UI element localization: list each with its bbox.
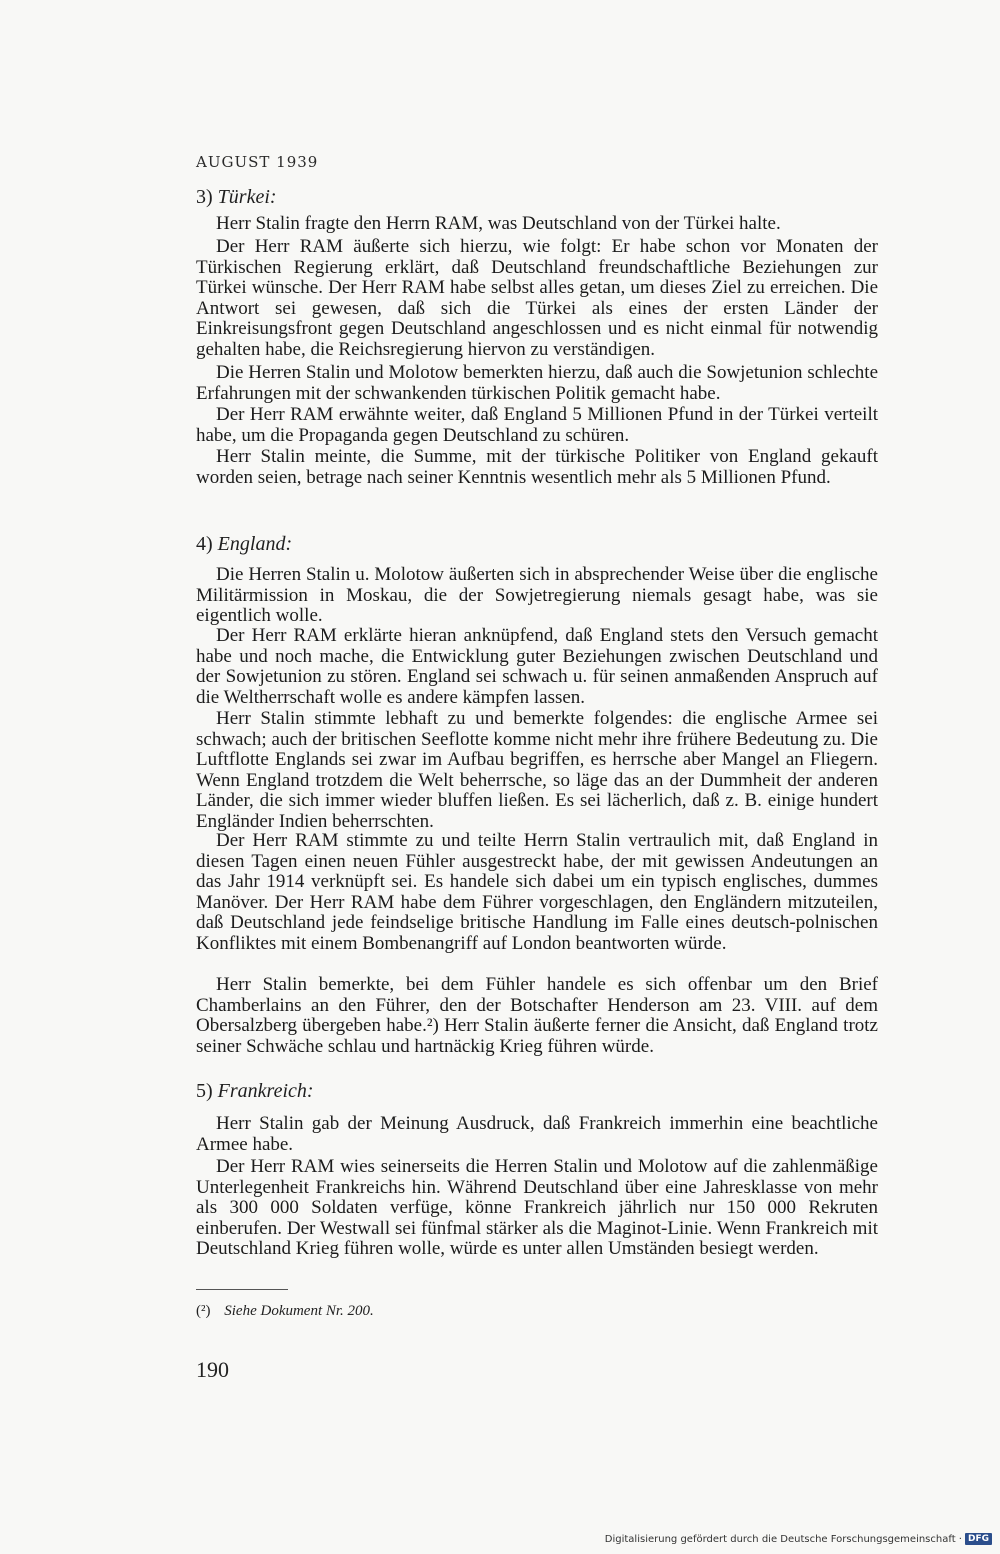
section-title: England: (217, 533, 293, 555)
paragraph: Die Herren Stalin und Molotow bemerkten hierzu, daß auch die Sowjetunion schlechte Erfahrungen mit der schwankenden türkischen Politik gemacht habe. (196, 362, 878, 404)
dfg-logo-icon: DFG (965, 1533, 992, 1545)
digitization-credit (605, 1533, 992, 1545)
credit-text: Digitalisierung gefördert durch die Deutsche Forschungsgemeinschaft · (604, 1533, 962, 1545)
paragraph: Die Herren Stalin u. Molotow äußerten sich in absprechender Weise über die englische Militärmission in Moskau, die der Sowjetregierung niemals gesagt habe, was sie eigentlich wolle. (196, 564, 878, 627)
page-number: 190 (196, 1357, 229, 1382)
section-title: Türkei: (217, 186, 277, 208)
paragraph: Herr Stalin stimmte lebhaft zu und bemerkte folgendes: die englische Armee sei schwach; auch der britischen Seeflotte komme nicht mehr ihre frühere Bedeutung zu. Die Luftflotte Englands sei zwar im Aufbau begriffen, es herrsche aber Mangel an Fliegern. Wenn England trotzdem die Welt beherrsche, so läge das an der Dummheit der anderen Länder, die sich immer wieder bluffen ließen. Es sei lächerlich, daß z. B. einige hundert Engländer Indien beherrschten. (196, 708, 878, 832)
section-number: 4) (196, 533, 213, 555)
section-heading-tuerkei (196, 186, 277, 209)
paragraph: Herr Stalin fragte den Herrn RAM, was Deutschland von der Türkei halte. (216, 213, 781, 234)
paragraph: Der Herr RAM äußerte sich hierzu, wie folgt: Er habe schon vor Monaten der Türkischen Regierung erklärt, daß Deutschland freundschaftliche Beziehungen zur Türkei wünsche. Der Herr RAM habe selbst alles getan, um dieses Ziel zu erreichen. Die Antwort sei gewesen, daß sich die Türkei als eines der ersten Länder der Einkreisungsfront gegen Deutschland angeschlossen und es nicht einmal für notwendig gehalten habe, die Reichsregierung hiervon zu verständigen. (196, 236, 878, 360)
paragraph: Der Herr RAM stimmte zu und teilte Herrn Stalin vertraulich mit, daß England in diesen Tagen einen neuen Fühler ausgestreckt habe, der mit gewissen Andeutungen an das Jahr 1914 verknüpft sei. Es handele sich dabei um ein typisch englisches, dummes Manöver. Der Herr RAM habe dem Führer vorgeschlagen, den Engländern mitzuteilen, daß Deutschland jede feindselige britische Handlung im Falle eines deutsch-polnischen Konfliktes mit einem Bombenangriff auf London beantworten würde. (196, 830, 878, 954)
paragraph: Herr Stalin meinte, die Summe, mit der türkische Politiker von England gekauft worden seien, betrage nach seiner Kenntnis wesentlich mehr als 5 Millionen Pfund. (196, 446, 878, 488)
section-heading-frankreich (196, 1080, 314, 1103)
paragraph: Herr Stalin gab der Meinung Ausdruck, daß Frankreich immerhin eine beachtliche Armee habe. (196, 1113, 878, 1155)
footnote-mark: (²) (196, 1303, 211, 1319)
footnote-divider (196, 1289, 288, 1290)
section-number: 5) (196, 1080, 213, 1102)
footnote-text: Siehe Dokument Nr. 200. (224, 1303, 374, 1319)
footnote (196, 1303, 374, 1320)
section-title: Frankreich: (217, 1080, 314, 1102)
paragraph: Der Herr RAM wies seinerseits die Herren Stalin und Molotow auf die zahlenmäßige Unterlegenheit Frankreichs hin. Während Deutschland über eine Jahresklasse von mehr als 300 000 Soldaten verfüge, könne Frankreich jährlich nur 150 000 Rekruten einberufen. Der Westwall sei fünfmal stärker als die Maginot-Linie. Wenn Frankreich mit Deutschland Krieg führen wolle, würde es unter allen Umständen besiegt werden. (196, 1156, 878, 1260)
running-head: AUGUST 1939 (196, 153, 319, 171)
paragraph: Der Herr RAM erklärte hieran anknüpfend, daß England stets den Versuch gemacht habe und noch mache, die Entwicklung guter Beziehungen zwischen Deutschland und der Sowjetunion zu stören. England sei schwach u. für seinen anmaßenden Anspruch auf die Weltherrschaft wolle es andere kämpfen lassen. (196, 625, 878, 708)
section-heading-england (196, 533, 292, 556)
paragraph: Der Herr RAM erwähnte weiter, daß England 5 Millionen Pfund in der Türkei verteilt habe, um die Propaganda gegen Deutschland zu schüren. (196, 404, 878, 446)
section-number: 3) (196, 186, 213, 208)
paragraph: Herr Stalin bemerkte, bei dem Fühler handele es sich offenbar um den Brief Chamberlains an den Führer, den der Botschafter Henderson am 23. VIII. auf dem Obersalzberg übergeben habe.²) Herr Stalin äußerte ferner die Ansicht, daß England trotz seiner Schwäche schlau und hartnäckig Krieg führen würde. (196, 974, 878, 1057)
